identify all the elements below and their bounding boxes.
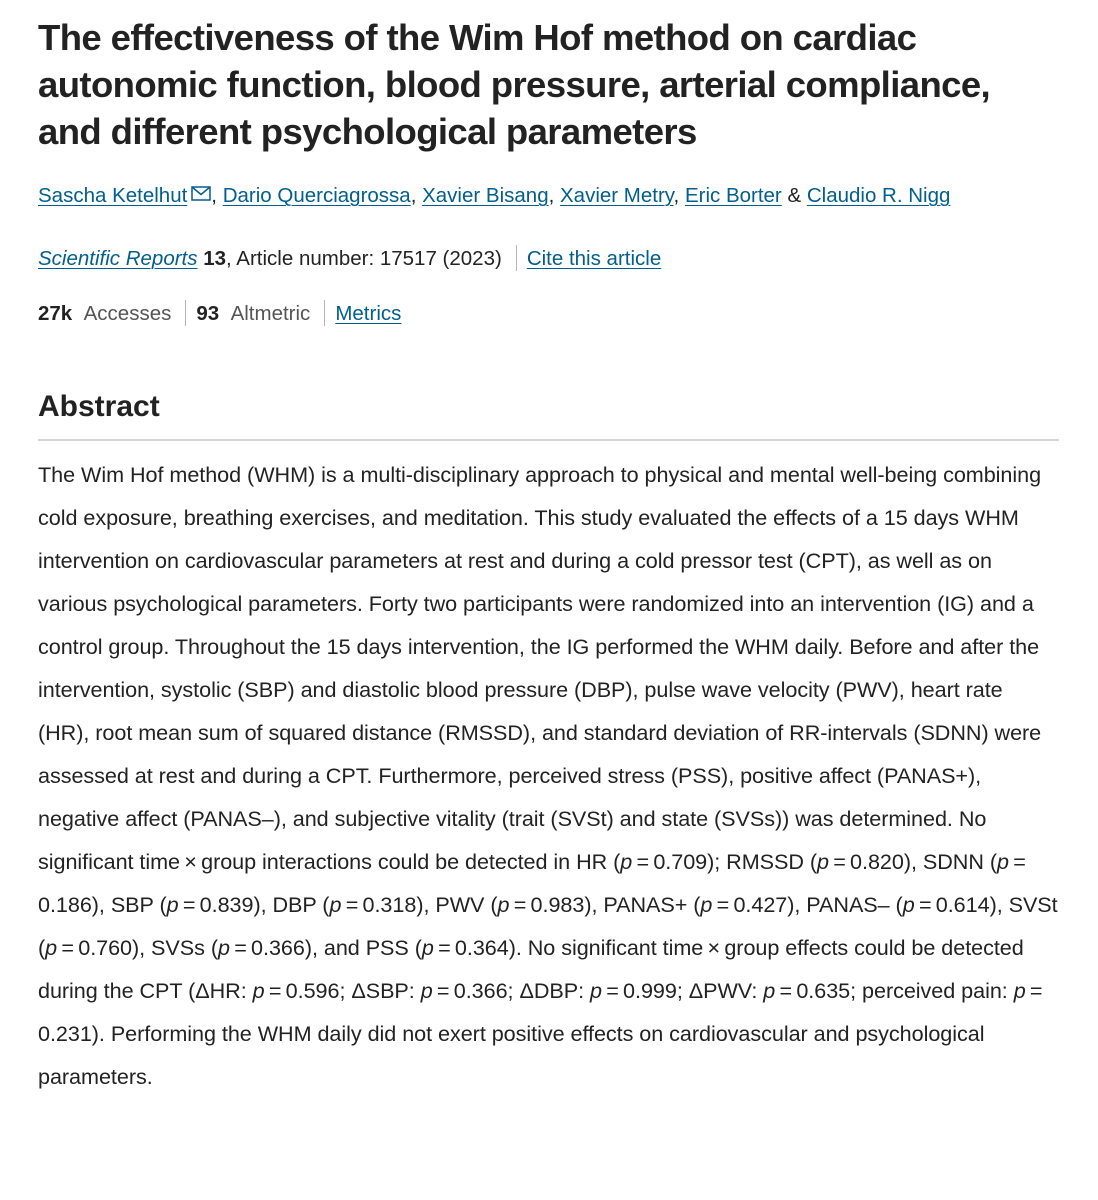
section-divider [38,439,1059,441]
abstract-heading: Abstract [38,390,160,423]
abstract-text-segment: = 0.427), PANAS– ( [712,892,903,917]
abstract-text-segment: = 0.983), PANAS+ ( [509,892,701,917]
abstract-text-segment: = 0.366), and PSS ( [229,935,422,960]
divider [185,300,186,326]
article-metrics [38,300,1060,327]
accesses-count: 27k [38,302,73,325]
p-value-symbol: p [700,892,713,917]
abstract-text-segment: = 0.614), SVSt ( [38,892,1058,960]
author-link[interactable]: Dario Querciagrossa [222,184,411,207]
author-separator: , [410,184,423,207]
accesses-label: Accesses [83,302,172,325]
p-value-symbol: p [420,978,433,1003]
p-value-symbol: p [497,892,510,917]
divider [516,245,517,271]
author-link[interactable]: Sascha Ketelhut [38,184,188,207]
metrics-link[interactable]: Metrics [335,302,402,325]
journal-citation [38,245,1060,272]
journal-volume: 13 [203,247,227,270]
abstract-text-segment: = 0.820), SDNN ( [828,849,997,874]
abstract-text-segment: = 0.364). No significant time × group effects could be detected during the CPT (ΔHR: [38,935,1024,1003]
abstract-text-segment: = 0.760), SVSs ( [57,935,218,960]
p-value-symbol: p [217,935,230,960]
author-link[interactable]: Xavier Bisang [422,184,549,207]
p-value-symbol: p [589,978,602,1003]
p-value-symbol: p [902,892,915,917]
divider [324,300,325,326]
p-value-symbol: p [996,849,1009,874]
author-separator: , [548,184,560,207]
article-number: , Article number: 17517 (2023) [226,247,502,270]
altmetric-label: Altmetric [230,302,311,325]
p-value-symbol: p [763,978,776,1003]
p-value-symbol: p [166,892,179,917]
author-last-separator: & [781,184,807,207]
p-value-symbol: p [620,849,633,874]
author-link[interactable]: Eric Borter [684,184,782,207]
author-separator: , [673,184,685,207]
p-value-symbol: p [421,935,434,960]
author-list [38,182,1060,209]
author-link[interactable]: Xavier Metry [560,184,674,207]
author-separator: , [211,184,223,207]
abstract-text-segment: = 0.231). Performing the WHM daily did not exert positive effects on cardiovascular and psychological parameters. [38,978,1047,1089]
p-value-symbol: p [252,978,265,1003]
article-title: The effectiveness of the Wim Hof method on cardiac autonomic function, blood pressure, arterial compliance, and different psychological parameters [38,17,991,152]
abstract-text-segment: = 0.318), PWV ( [341,892,498,917]
p-value-symbol: p [1013,978,1026,1003]
envelope-icon[interactable] [191,182,211,208]
altmetric-count: 93 [196,302,220,325]
abstract-body [38,453,1059,1098]
abstract-text-segment: = 0.596; ΔSBP: [264,978,421,1003]
abstract-text-segment: The Wim Hof method (WHM) is a multi-disciplinary approach to physical and mental well-being combining cold exposure, breathing exercises, and meditation. This study evaluated the effects of a 15 days WHM intervention on cardiovascular parameters at rest and during a cold pressor test (CPT), as well as on various psychological parameters. Forty two participants were randomized into an intervention (IG) and a control group. Throughout the 15 days intervention, the IG performed the WHM daily. Before and after the intervention, systolic (SBP) and diastolic blood pressure (DBP), pulse wave velocity (PWV), heart rate (HR), root mean sum of squared distance (RMSSD), and standard deviation of RR-intervals (SDNN) were assessed at rest and during a CPT. Furthermore, perceived stress (PSS), positive affect (PANAS+), negative affect (PANAS–), and subjective vitality (trait (SVSt) and state (SVSs)) was determined. No significant time × group interactions could be detected in HR ( [38,462,1042,874]
p-value-symbol: p [45,935,58,960]
cite-article-link[interactable]: Cite this article [526,247,662,270]
abstract-text-segment: = 0.999; ΔPWV: [601,978,764,1003]
abstract-text-segment: = 0.709); RMSSD ( [632,849,817,874]
article-page [38,14,1060,1120]
p-value-symbol: p [329,892,342,917]
abstract-text-segment: = 0.635; perceived pain: [775,978,1014,1003]
abstract-text-segment: = 0.186), SBP ( [38,849,1031,917]
p-value-symbol: p [816,849,829,874]
journal-name-link[interactable]: Scientific Reports [38,247,198,270]
abstract-text-segment: = 0.366; ΔDBP: [432,978,590,1003]
author-link[interactable]: Claudio R. Nigg [806,184,951,207]
abstract-text-segment: = 0.839), DBP ( [178,892,330,917]
